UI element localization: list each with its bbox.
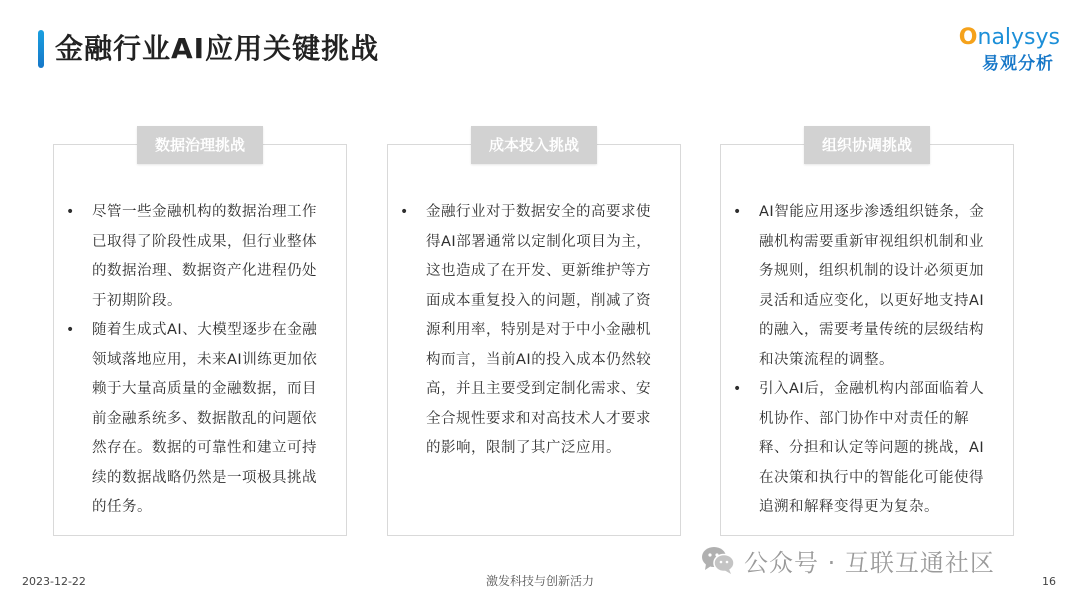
title-accent-bar	[38, 30, 44, 68]
card-tag: 成本投入挑战	[471, 126, 597, 164]
watermark	[700, 543, 995, 577]
logo-wordmark: nalysys	[977, 25, 1060, 50]
card-item-text: 尽管一些金融机构的数据治理工作已取得了阶段性成果，但行业整体的数据治理、数据资产化进程仍处于初期阶段。	[92, 204, 317, 309]
wechat-icon	[700, 545, 736, 575]
bullet: •	[400, 204, 409, 220]
logo-mark: O	[958, 25, 978, 50]
logo-english	[959, 24, 1060, 52]
card-tag: 数据治理挑战	[137, 126, 263, 164]
card-list	[54, 198, 346, 523]
card-organization-coordination	[720, 136, 1014, 536]
card-item	[54, 198, 346, 316]
card-item	[721, 375, 1013, 523]
page-title: 金融行业AI应用关键挑战	[55, 32, 380, 65]
card-item-text: 金融行业对于数据安全的高要求使得AI部署通常以定制化项目为主，这也造成了在开发、更新维护等方面成本重复投入的问题，削减了资源利用率，特别是对于中小金融机构而言，当前AI的投入成本仍然较高，并且主要受到定制化需求、安全合规性要求和对高技术人才要求的影响，限制了其广泛应用。	[426, 204, 652, 456]
card-list	[388, 198, 680, 464]
watermark-text: 公众号 · 互联互通社区	[744, 548, 995, 577]
bullet: •	[733, 381, 742, 397]
bullet: •	[66, 204, 75, 220]
card-data-governance	[53, 136, 347, 536]
card-item-text: 引入AI后，金融机构内部面临着人机协作、部门协作中对责任的解释、分担和认定等问题的挑战，AI在决策和执行中的智能化可能使得追溯和解释变得更为复杂。	[759, 381, 985, 515]
card-list	[721, 198, 1013, 523]
analysys-logo	[948, 24, 1060, 78]
bullet: •	[733, 204, 742, 220]
card-cost-investment	[387, 136, 681, 536]
page-number: 16	[1042, 575, 1056, 588]
card-item	[721, 198, 1013, 375]
bullet: •	[66, 322, 75, 338]
card-item-text: 随着生成式AI、大模型逐步在金融领域落地应用，未来AI训练更加依赖于大量高质量的金融数据，而目前金融系统多、数据散乱的问题依然存在。数据的可靠性和建立可持续的数据战略仍然是一项极具挑战的任务。	[92, 322, 318, 515]
footer-slogan: 激发科技与创新活力	[486, 574, 595, 588]
card-item	[388, 198, 680, 464]
footer-date: 2023-12-22	[22, 575, 86, 588]
logo-chinese: 易观分析	[982, 54, 1054, 74]
card-tag: 组织协调挑战	[804, 126, 930, 164]
card-item-text: AI智能应用逐步渗透组织链条，金融机构需要重新审视组织机制和业务规则，组织机制的设计必须更加灵活和适应变化，以更好地支持AI的融入，需要考量传统的层级结构和决策流程的调整。	[759, 204, 985, 368]
card-item	[54, 316, 346, 523]
